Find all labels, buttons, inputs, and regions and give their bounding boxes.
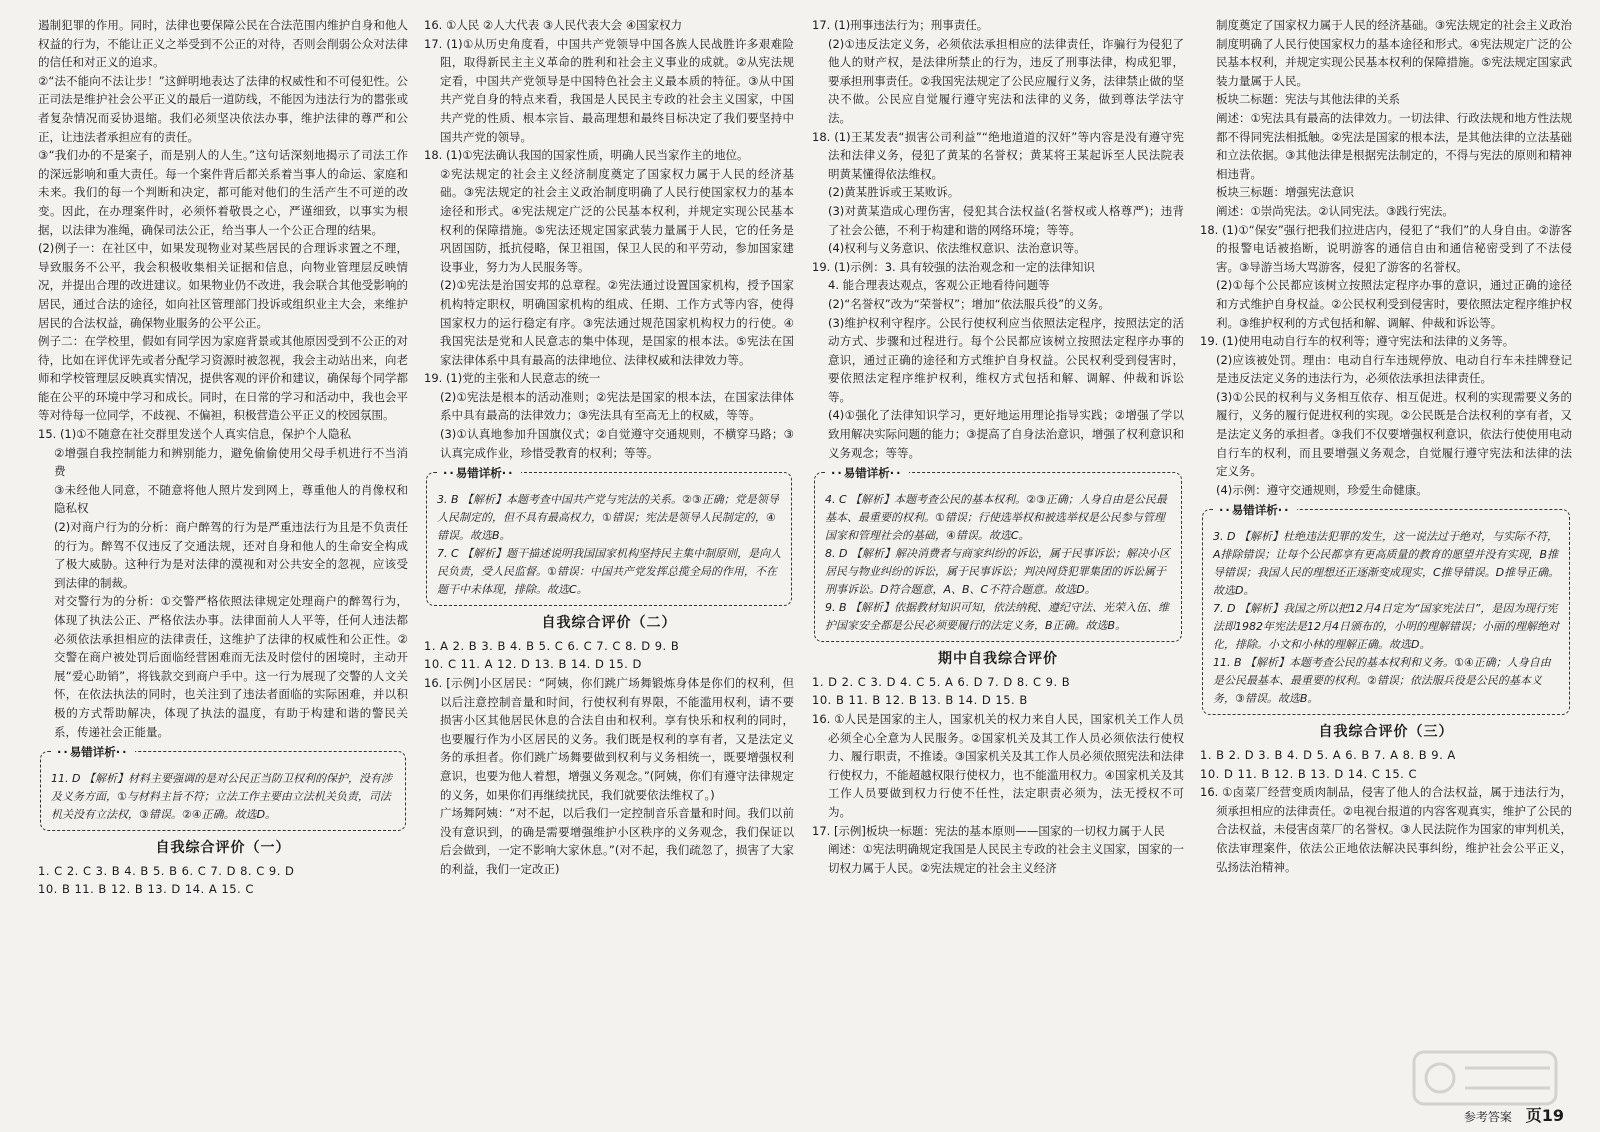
section-title: 自我综合评价（三） <box>1318 724 1454 741</box>
answer-paragraph: (2)①每个公民都应该树立按照法定程序办事的意识，通过正确的途径和方式维护自身权益。②公民权利受到侵害时，要依照法定程序维护权利。③维护权利的方式包括和解、调解、仲裁和诉讼等。 <box>1216 278 1572 330</box>
answer-paragraph: 18. (1)王某发表“损害公司利益”“绝地道道的汉奸”等内容是没有遵守宪法和法律义务，侵犯了黄某的名誉权；黄某将王某起诉至人民法院表明黄某懂得依法维权。 <box>812 129 1184 181</box>
answer-paragraph: 18. (1)①宪法确认我国的国家性质，明确人民当家作主的地位。 <box>424 148 749 163</box>
answer-paragraph: 阐述：①宪法明确规定我国是人民民主专政的社会主义国家，国家的一切权力属于人民。②宪法规定的社会主义经济 <box>828 842 1184 875</box>
answer-paragraph: 16. ①人民是国家的主人，国家机关的权力来自人民，国家机关工作人员必须全心全意为人民服务。②国家机关及其工作人员必须依法行使权力、履行职责，不推诿。③国家机关及其工作人员必须依照宪法和法律行使权力，不能超越权限行使权力，也不能滥用权力。④国家机关及其工作人员要做到权力行使不任性，法定职责必须为，法无授权不可为。 <box>812 712 1184 819</box>
answer-paragraph: ②宪法规定的社会主义经济制度奠定了国家权力属于人民的经济基础。③宪法规定的社会主义政治制度明确了人民行使国家权力的基本途径和形式。④宪法规定广泛的公民基本权利，并规定实现公民基本权利的保障措施。⑤宪法还规定国家武装力量属于人民，它的任务是巩固国防，抵抗侵略，保卫祖国，保卫人民的和平劳动，参加国家建设事业，努力为人民服务等。 <box>440 166 794 274</box>
col3-body-2 <box>812 710 1184 877</box>
error-analysis-box <box>40 745 406 831</box>
error-analysis-box <box>1202 503 1570 715</box>
section-title: 自我综合评价（二） <box>541 615 677 632</box>
col2-body <box>424 16 794 462</box>
answer-paragraph: (2)①宪法是治国安邦的总章程。②宪法通过设置国家机构，授予国家机构特定职权，明确国家机构的组成、任期、工作方式等内容，使得国家权力的运行稳定有序。③宪法通过规范国家机构权力的行使。④我国宪法是党和人民意志的集中体现，是国家的根本法。⑤宪法在国家法律体系中具有最高的法律地位、法律权威和法律效力等。 <box>440 278 794 367</box>
answer-paragraph: (3)对黄某造成心理伤害，侵犯其合法权益(名誉权或人格尊严)；违背了社会公德，不利于构建和谐的网络环境；等等。 <box>828 203 1184 237</box>
answer-paragraph: (2)对商户行为的分析：商户醉驾的行为是严重违法行为且是不负责任的行为。醉驾不仅违反了交通法规，还对自身和他人的生命安全构成了极大威胁。这种行为是对法律的漠视和对公共安全的忽视，应该受到法律的制裁。 <box>54 520 408 590</box>
answer-paragraph: (2)例子一：在社区中，如果发现物业对某些居民的合理诉求置之不理，导致服务不公平，我会积极收集相关证据和信息，向物业管理层反映情况，并提出合理的改进建议。如果物业仍不改进，我会联合其他受影响的居民，通过合法的途径，如向社区管理部门投诉或组织业主大会，来维护居民的合法权益，确保物业服务的公平公正。 <box>38 241 408 330</box>
answer-paragraph: 对交警行为的分析：①交警严格依照法律规定处理商户的醉驾行为，体现了执法公正、严格依法办事。法律面前人人平等，任何人违法都必须依法承担相应的法律责任，这维护了法律的权威性和公正性。②交警在商户被处罚后面临经营困难而无法及时偿付的困境时，主动开展“爱心助销”，将钱款交到商户手中。这一行为展现了交警的人文关怀，在依法执法的同时，也关注到了违法者面临的实际困难，并以积极的方式帮助解决，体现了执法的温度，有助于构建和谐的警民关系，传递社会正能量。 <box>54 594 408 739</box>
error-analysis-text: 11. D 【解析】材料主要强调的是对公民正当防卫权利的保护，没有涉及义务方面，①与材料主旨不符；立法工作主要由立法机关负责，司法机关没有立法权，③错误。②④正确。故选D。 <box>51 772 392 822</box>
col3-body <box>812 16 1184 462</box>
page-number: 页19 <box>1525 1106 1564 1125</box>
answer-paragraph: (2)黄某胜诉或王某败诉。 <box>828 185 960 200</box>
answer-paragraph: 15. (1)①不随意在社交群里发送个人真实信息，保护个人隐私 <box>38 427 352 442</box>
footer-label: 参考答案 <box>1463 1110 1512 1124</box>
column-4 <box>1200 16 1572 1116</box>
page-footer <box>1464 1103 1564 1126</box>
answer-line: 10. C 11. A 12. D 13. B 14. D 15. D <box>424 657 642 672</box>
answer-paragraph: 18. (1)①“保安”强行把我们拉进店内，侵犯了“我们”的人身自由。②游客的报警电话被掐断，说明游客的通信自由和通信秘密受到了不法侵害。③导游当场大骂游客，侵犯了游客的名誉权。 <box>1200 222 1572 274</box>
answer-paragraph: 广场舞阿姨：“对不起，以后我们一定控制音乐音量和时间。我们以前没有意识到，的确是需要增强维护小区秩序的义务观念，我们保证以后会做到，一定不影响大家休息。”(对不起，我们疏忽了，损害了大家的利益，我们一定改正) <box>440 806 794 876</box>
answer-line: 1. C 2. C 3. B 4. B 5. B 6. C 7. D 8. C 9. D <box>38 863 295 878</box>
answer-paragraph: 制度奠定了国家权力属于人民的经济基础。③宪法规定的社会主义政治制度明确了人民行使国家权力的基本途径和形式。④宪法规定广泛的公民基本权利，并规定实现公民基本权利的保障措施。⑤宪法规定国家武装力量属于人民。 <box>1216 18 1572 88</box>
error-analysis-box <box>814 466 1182 642</box>
answer-paragraph: (3)维护权利守程序。公民行使权利应当依照法定程序，按照法定的活动方式、步骤和过程进行。每个公民都应该树立按照法定程序办事的意识，通过正确的途径和方式维护自身权益。公民权利受到侵害时，要依照法定程序维护权利，维权方式包括和解、调解、仲裁和诉讼等。 <box>828 315 1184 404</box>
answer-paragraph: 16. [示例]小区居民：“阿姨，你们跳广场舞锻炼身体是你们的权利，但以后注意控制音量和时间，行使权利有界限，不能滥用权利，请不要损害小区其他居民休息的合法自由和权利。享有快乐和权利的同时，也要履行作为小区居民的义务。我们既是权利的享有者，又是法定义务的承担者。你们跳广场舞要做到权利与义务相统一，既要增强权利意识，也要为他人着想，增强义务观念。”(阿姨，你们有遵守法律规定的义务，如果你们再继续扰民，我们就要依法维权了。) <box>424 676 794 802</box>
answer-line: 1. B 2. D 3. B 4. D 5. A 6. B 7. A 8. B 9. A <box>1200 748 1456 763</box>
col2-body-2 <box>424 674 794 879</box>
error-analysis-label: ··易错详析·· <box>1213 501 1297 519</box>
watermark-stamp-icon <box>1410 1048 1560 1108</box>
answer-paragraph: ③“我们办的不是案子，而是别人的人生。”这句话深刻地揭示了司法工作的深远影响和重大责任。每一个案件背后都关系着当事人的命运、家庭和未来。我们的每一个判断和决定，都可能对他们的生活产生不可逆的改变。因此，在办理案件时，必须怀着敬畏之心，严谨细致，以事实为根据，以法律为准绳，确保司法公正，给当事人一个公正合理的结果。 <box>38 148 408 237</box>
answer-paragraph: (4)权利与义务意识、依法维权意识、法治意识等。 <box>828 241 1086 256</box>
answer-paragraph: 遏制犯罪的作用。同时，法律也要保障公民在合法范围内维护自身和他人权益的行为，不能让正义之举受到不公正的对待，否则会削弱公众对法律的信任和对正义的追求。 <box>38 18 408 70</box>
error-analysis-text: 4. C 【解析】本题考查公民的基本权利。②③正确；人身自由是公民最基本、最重要的权利。①错误；行使选举权和被选举权是公民参与管理国家和管理社会的基础，④错误。故选C。 8. D 【解析】解决消费者与商家纠纷的诉讼，属于民事诉讼；解决小区居民与物业纠纷的诉讼，属于民事诉讼；判决网贷犯罪集团的诉讼属于刑事诉讼。D符合题意，A、B、C不符合题意。故选D。 9. B 【解析】依据教材知识可知，依法纳税、遵纪守法、光荣入伍、维护国家安全都是公民必须要履行的法定义务，B正确。故选B。 <box>825 493 1170 633</box>
column-1 <box>38 16 408 1116</box>
answer-paragraph: 16. ①卤菜厂经营变质肉制品，侵害了他人的合法权益，属于违法行为，须承担相应的法律责任。②电视台报道的内容客观真实，维护了公民的合法权益，未侵害卤菜厂的名誉权。③人民法院作为国家的审判机关，依法审理案件，依法公正地依法解决民事纠纷，维护社会公平正义，弘扬法治精神。 <box>1200 785 1572 874</box>
answer-paragraph: 17. (1)刑事违法行为；刑事责任。 <box>812 18 989 32</box>
answer-paragraph: (3)①认真地参加升国旗仪式；②自觉遵守交通规则，不横穿马路；③认真完成作业，珍惜受教育的权利；等等。 <box>440 427 794 460</box>
answer-paragraph: (2)“名誉权”改为“荣誉权”；增加“依法服兵役”的义务。 <box>828 296 1111 311</box>
answer-paragraph: (4)示例：遵守交通规则，珍爱生命健康。 <box>1216 482 1428 497</box>
answer-line: 1. D 2. C 3. D 4. C 5. A 6. D 7. D 8. C 9. B <box>812 674 1071 689</box>
answer-paragraph: (2)①宪法是根本的活动准则；②宪法是国家的根本法，在国家法律体系中具有最高的法律效力；③宪法具有至高无上的权威，等等。 <box>440 389 794 423</box>
answer-paragraph: 阐述：①崇尚宪法。②认同宪法。③践行宪法。 <box>1216 203 1454 218</box>
error-analysis-label: ··易错详析·· <box>825 464 909 482</box>
answer-paragraph: 17. [示例]板块一标题：宪法的基本原则——国家的一切权力属于人民 <box>812 823 1165 838</box>
error-analysis-text: 3. B 【解析】本题考查中国共产党与宪法的关系。②③正确；党是领导人民制定的，但不具有最高权力，①错误；宪法是领导人民制定的，④错误。故选B。 7. C 【解析】题干描述说明我国国家机构坚持民主集中制原则，是向人民负责，受人民监督。①错误：中国共产党发挥总揽全局的作用，不在题干中未体现，排除。故选C。 <box>437 493 782 597</box>
col1-body <box>38 16 408 741</box>
answer-paragraph: 板块三标题：增强宪法意识 <box>1216 185 1354 200</box>
column-2 <box>424 16 794 1116</box>
answer-paragraph: ③未经他人同意，不随意将他人照片发到网上，尊重他人的肖像权和隐私权 <box>54 482 408 516</box>
error-analysis-text: 3. D 【解析】杜绝违法犯罪的发生，这一说法过于绝对，与实际不符，A排除错误；让每个公民都享有更高质量的教育的愿望并没有实现，B推导错误；我国人民的理想还正逐渐变成现实，C推导错误。D推导正确。故选D。 7. D 【解析】我国之所以把12月4日定为“国家宪法日”，是因为现行宪法即1982年宪法是12月4日颁布的，小明的理解错误；小丽的理解绝对化，排除。小文和小林的理解正确。故选D。 11. B 【解析】本题考查公民的基本权利和义务。①④正确；人身自由是公民最基本、最重要的权利。②错误；依法服兵役是公民的基本义务，③错误。故选B。 <box>1213 530 1560 706</box>
answer-paragraph: 19. (1)示例：3. 具有较强的法治观念和一定的法律知识 <box>812 259 1095 274</box>
answer-paragraph: (3)①公民的权利与义务相互依存、相互促进。权利的实现需要义务的履行，义务的履行促进权利的实现。②公民既是合法权利的享有者，又是法定义务的承担者。③我们不仅要增强权利意识，依法行使使用电动自行车的权利，而且要增强义务观念，自觉履行遵守宪法和法律的法定义务。 <box>1216 389 1572 479</box>
error-analysis-label: ··易错详析·· <box>437 464 521 482</box>
answer-paragraph: 板块二标题：宪法与其他法律的关系 <box>1216 92 1400 107</box>
answer-paragraph: (2)应该被处罚。理由：电动自行车违规停放、电动自行车未挂牌登记是违反法定义务的违法行为，必须依法承担法律责任。 <box>1216 352 1572 386</box>
answer-paragraph: 阐述：①宪法具有最高的法律效力。一切法律、行政法规和地方性法规都不得同宪法相抵触。②宪法是国家的根本法，是其他法律的立法基础和立法依据。③其他法律是根据宪法制定的，不得与宪法的原则和精神相违背。 <box>1216 110 1572 181</box>
answer-line: 10. D 11. B 12. B 13. D 14. C 15. C <box>1200 766 1417 781</box>
answer-paragraph: (2)①违反法定义务，必须依法承担相应的法律责任，诈骗行为侵犯了他人的财产权，是法律所禁止的行为，违反了刑事法律，构成犯罪，要承担刑事责任。②我国宪法规定了公民应履行义务，法律禁止做的坚决不做。公民应自觉履行遵守宪法和法律的义务，做到尊法学法守法。 <box>828 36 1184 125</box>
section-title: 期中自我综合评价 <box>938 651 1058 668</box>
answer-paragraph: 17. (1)①从历史角度看，中国共产党领导中国各族人民战胜许多艰难险阻，取得新民主主义革命的胜利和社会主义事业的成就。②从宪法规定看，中国共产党领导是中国特色社会主义最本质的特征。③从中国共产党自身的特点来看，我国是人民民主专政的社会主义国家，中国共产党的性质、根本宗旨、最高理想和最终目标决定了我们要坚持中国共产党的领导。 <box>424 36 794 144</box>
answer-line: 10. B 11. B 12. B 13. D 14. A 15. C <box>38 882 254 897</box>
answer-paragraph: (4)①强化了法律知识学习，更好地运用理论指导实践；②增强了学以致用解决实际问题的能力；③提高了自身法治意识，增强了权利意识和义务观念；等等。 <box>828 408 1184 460</box>
section-title: 自我综合评价（一） <box>155 840 291 857</box>
answer-line: 1. A 2. B 3. B 4. B 5. C 6. C 7. C 8. D 9. B <box>424 638 680 653</box>
answer-paragraph: 19. (1)使用电动自行车的权利等；遵守宪法和法律的义务等。 <box>1200 334 1515 349</box>
answer-paragraph: 4. 能合理表达观点，客观公正地看待问题等 <box>828 278 1050 293</box>
error-analysis-box <box>426 466 792 606</box>
answer-paragraph: ②增强自我控制能力和辨别能力，避免偷偷使用父母手机进行不当消费 <box>54 445 408 479</box>
answer-paragraph: 16. ①人民 ②人大代表 ③人民代表大会 ④国家权力 <box>424 18 683 32</box>
col4-body <box>1200 16 1572 499</box>
answer-paragraph: 19. (1)党的主张和人民意志的统一 <box>424 371 601 386</box>
answer-line: 10. B 11. B 12. B 13. B 14. D 15. B <box>812 693 1028 708</box>
col4-body-2 <box>1200 783 1572 876</box>
column-3 <box>812 16 1184 1116</box>
answer-paragraph: ②“法不能向不法让步！”这鲜明地表达了法律的权威性和不可侵犯性。公正司法是维护社会公平正义的最后一道防线，不能因为违法行为的嚣张或者复杂情况而妥协退缩。我们必须坚决依法办事，维护法律的尊严和公正，让违法者承担应有的责任。 <box>38 73 408 144</box>
error-analysis-label: ··易错详析·· <box>51 743 135 761</box>
answer-paragraph: 例子二：在学校里，假如有同学因为家庭背景或其他原因受到不公正的对待，比如在评优评先或者分配学习资源时被忽视，我会主动站出来，向老师和学校管理层反映真实情况，提供客观的评价和建议，确保每个同学都能在公平的环境中学习和成长。同时，在日常的学习和活动中，我也会平等对待每一位同学，不歧视、不偏袒，积极营造公平正义的校园氛围。 <box>38 334 408 423</box>
